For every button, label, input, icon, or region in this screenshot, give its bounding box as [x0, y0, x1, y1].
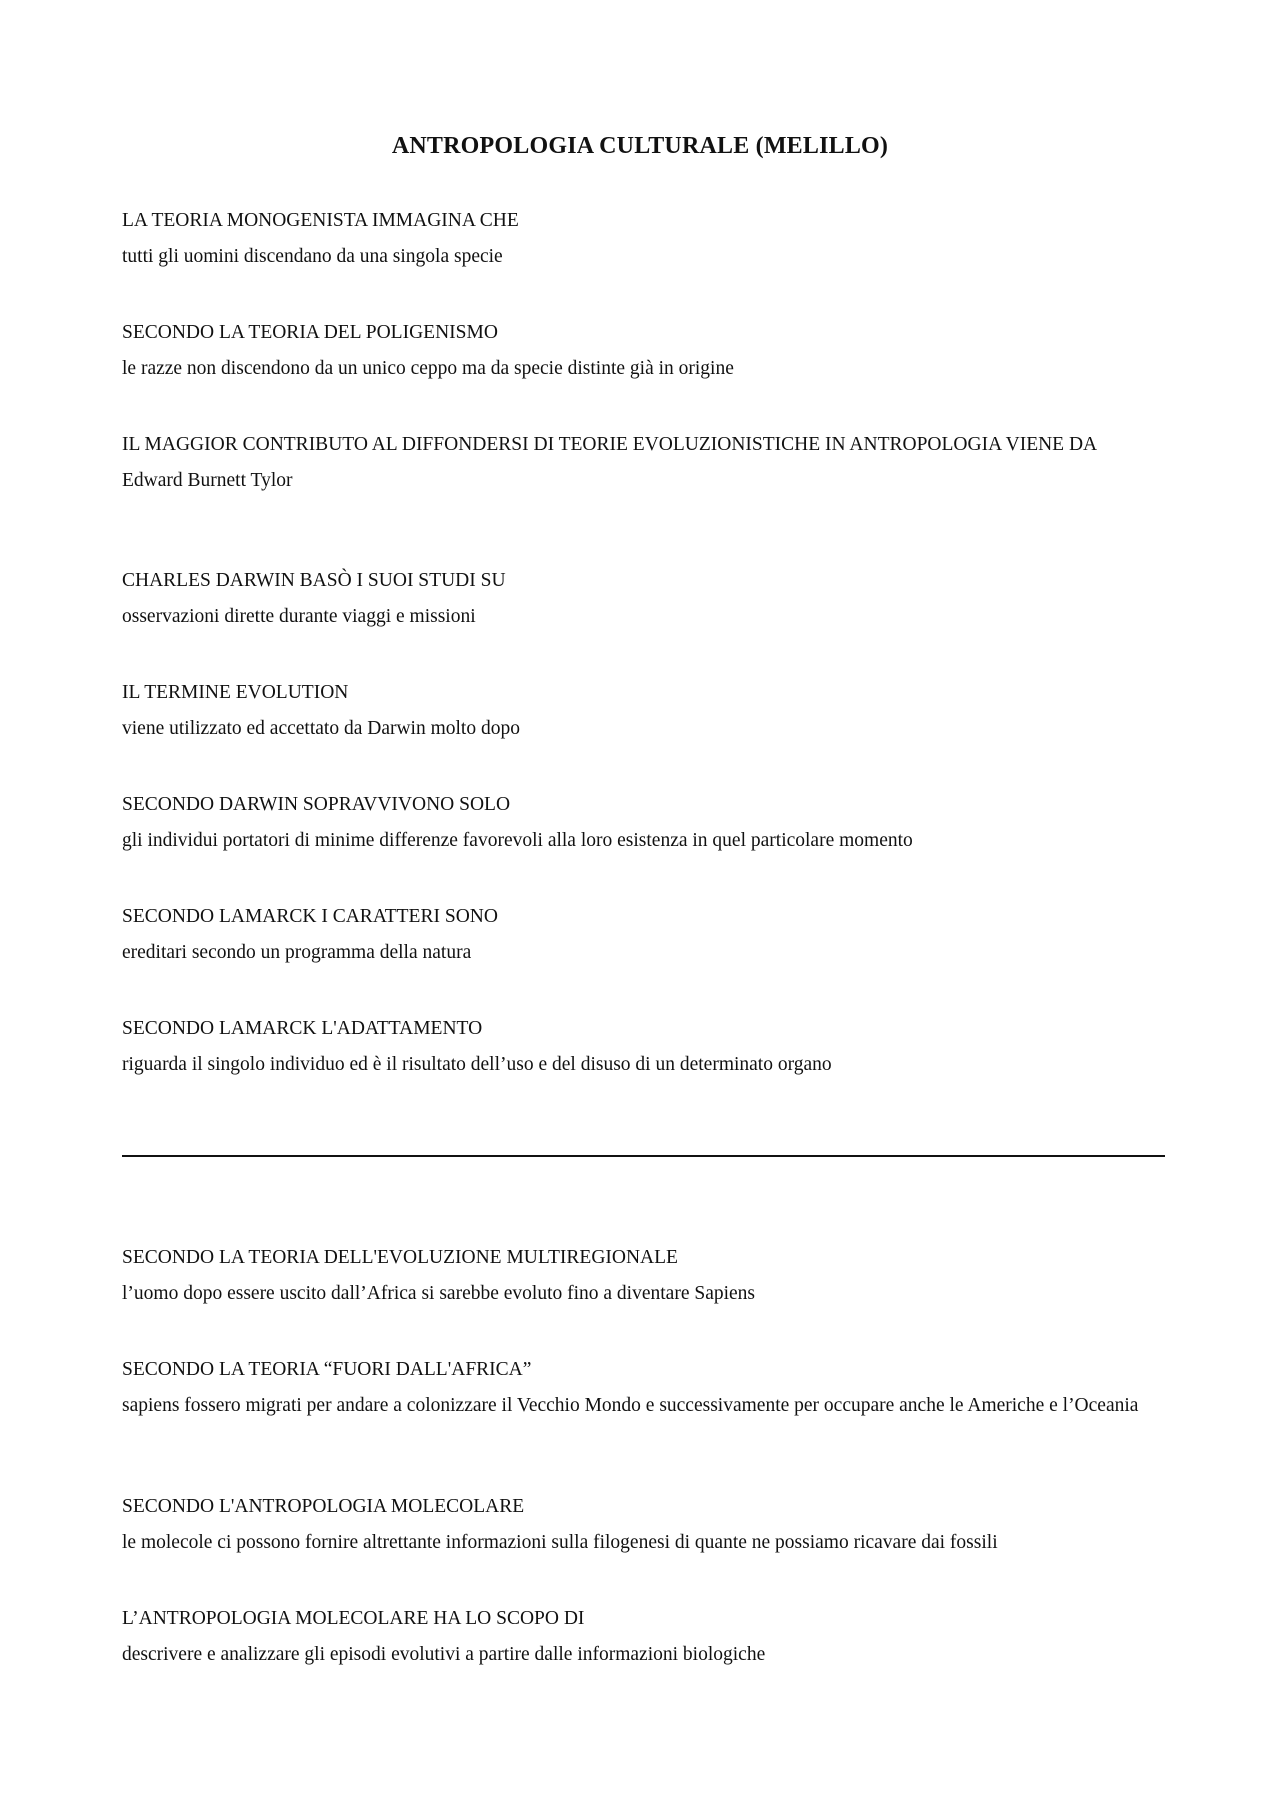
- answer-text: sapiens fossero migrati per andare a colonizzare il Vecchio Mondo e successivamente per occupare anche le Americhe e l’Oceania: [122, 1395, 1139, 1416]
- question-text: SECONDO DARWIN SOPRAVVIVONO SOLO: [122, 794, 511, 815]
- answer-text: tutti gli uomini discendano da una singola specie: [122, 246, 503, 267]
- question-text: SECONDO LAMARCK I CARATTERI SONO: [122, 906, 498, 927]
- answer-text: descrivere e analizzare gli episodi evolutivi a partire dalle informazioni biologiche: [122, 1644, 766, 1665]
- question-text: SECONDO LA TEORIA DEL POLIGENISMO: [122, 322, 498, 343]
- answer-text: osservazioni dirette durante viaggi e missioni: [122, 606, 476, 627]
- section-divider: [122, 1155, 1165, 1157]
- qa-item: [122, 432, 1167, 493]
- question-text: SECONDO L'ANTROPOLOGIA MOLECOLARE: [122, 1496, 525, 1517]
- answer-text: viene utilizzato ed accettato da Darwin molto dopo: [122, 718, 520, 739]
- answer-text: l’uomo dopo essere uscito dall’Africa si sarebbe evoluto fino a diventare Sapiens: [122, 1283, 756, 1304]
- qa-item: [122, 1494, 1167, 1555]
- qa-item: [122, 1606, 1167, 1667]
- qa-item: [122, 1245, 1167, 1306]
- question-text: SECONDO LA TEORIA DELL'EVOLUZIONE MULTIREGIONALE: [122, 1247, 678, 1268]
- qa-item: [122, 904, 1167, 965]
- question-text: IL MAGGIOR CONTRIBUTO AL DIFFONDERSI DI TEORIE EVOLUZIONISTICHE IN ANTROPOLOGIA VIENE DA: [122, 434, 1098, 455]
- answer-text: le razze non discendono da un unico ceppo ma da specie distinte già in origine: [122, 358, 734, 379]
- question-text: CHARLES DARWIN BASÒ I SUOI STUDI SU: [122, 570, 506, 591]
- question-text: L’ANTROPOLOGIA MOLECOLARE HA LO SCOPO DI: [122, 1608, 585, 1629]
- qa-item: [122, 320, 1167, 381]
- qa-item: [122, 680, 1167, 741]
- document-title: ANTROPOLOGIA CULTURALE (MELILLO): [391, 133, 889, 159]
- question-text: SECONDO LAMARCK L'ADATTAMENTO: [122, 1018, 483, 1039]
- qa-item: [122, 792, 1167, 853]
- answer-text: gli individui portatori di minime differenze favorevoli alla loro esistenza in quel particolare momento: [122, 830, 913, 851]
- qa-item: [122, 1357, 1167, 1418]
- answer-text: riguarda il singolo individuo ed è il risultato dell’uso e del disuso di un determinato organo: [122, 1054, 832, 1075]
- qa-item: [122, 568, 1167, 629]
- question-text: LA TEORIA MONOGENISTA IMMAGINA CHE: [122, 210, 519, 231]
- question-text: IL TERMINE EVOLUTION: [122, 682, 349, 703]
- question-text: SECONDO LA TEORIA “FUORI DALL'AFRICA”: [122, 1359, 532, 1380]
- qa-item: [122, 1016, 1167, 1077]
- answer-text: le molecole ci possono fornire altrettante informazioni sulla filogenesi di quante ne possiamo ricavare dai fossili: [122, 1532, 998, 1553]
- answer-text: ereditari secondo un programma della natura: [122, 942, 472, 963]
- answer-text: Edward Burnett Tylor: [122, 470, 293, 491]
- qa-item: [122, 208, 1167, 269]
